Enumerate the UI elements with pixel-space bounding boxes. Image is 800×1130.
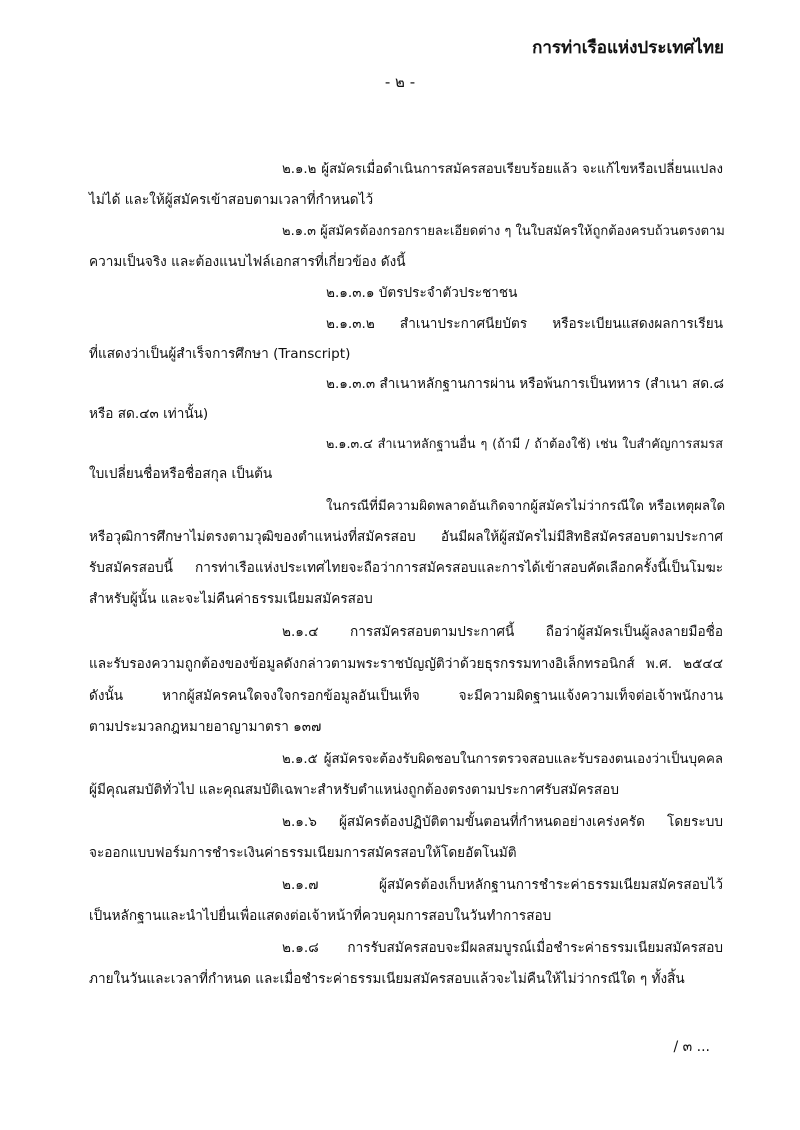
text-line: ๒.๑.๕ ผู้สมัครจะต้องรับผิดชอบในการตรวจสอบและรับรองตนเองว่าเป็นบุคคล bbox=[282, 752, 723, 767]
text-line: ไม่ได้ และให้ผู้สมัครเข้าสอบตามเวลาที่กำหนดไว้ bbox=[89, 192, 374, 208]
text-line: ๒.๑.๓.๓ สำเนาหลักฐานการผ่าน หรือพ้นการเป็นทหาร (สำเนา สด.๘ bbox=[326, 376, 724, 392]
text-line: ๒.๑.๓ ผู้สมัครต้องกรอกรายละเอียดต่าง ๆ ในใบสมัครให้ถูกต้องครบถ้วนตรงตาม bbox=[282, 224, 725, 239]
text-line: ความเป็นจริง และต้องแนบไฟล์เอกสารที่เกี่ยวข้อง ดังนี้ bbox=[89, 254, 406, 270]
text-line: ดังนั้น หากผู้สมัครคนใดจงใจกรอกข้อมูลอันเป็นเท็จ จะมีความผิดฐานแจ้งความเท็จต่อเจ้าพนักงาน bbox=[89, 688, 723, 704]
text-line: ๒.๑.๔ การสมัครสอบตามประกาศนี้ ถือว่าผู้สมัครเป็นผู้ลงลายมือชื่อ bbox=[282, 624, 723, 640]
page-number: - ๒ - bbox=[384, 73, 416, 91]
text-line: สำหรับผู้นั้น และจะไม่คืนค่าธรรมเนียมสมัครสอบ bbox=[89, 591, 373, 607]
text-line: ๒.๑.๓.๑ บัตรประจำตัวประชาชน bbox=[326, 285, 518, 301]
text-line: ๒.๑.๒ ผู้สมัครเมื่อดำเนินการสมัครสอบเรียบร้อยแล้ว จะแก้ไขหรือเปลี่ยนแปลง bbox=[282, 162, 723, 177]
text-line: จะออกแบบฟอร์มการชำระเงินค่าธรรมเนียมการสมัครสอบให้โดยอัตโนมัติ bbox=[89, 845, 517, 861]
text-line: เป็นหลักฐานและนำไปยื่นเพื่อแสดงต่อเจ้าหน้าที่ควบคุมการสอบในวันทำการสอบ bbox=[89, 908, 552, 924]
next-page-marker: / ๓ ... bbox=[673, 1039, 710, 1055]
text-line: หรือ สด.๔๓ เท่านั้น) bbox=[89, 406, 209, 422]
text-line: ใบเปลี่ยนชื่อหรือชื่อสกุล เป็นต้น bbox=[89, 466, 273, 482]
text-line: ที่แสดงว่าเป็นผู้สำเร็จการศึกษา (Transcript) bbox=[89, 346, 351, 362]
organization-header: การท่าเรือแห่งประเทศไทย bbox=[532, 38, 724, 58]
text-line: ๒.๑.๓.๔ สำเนาหลักฐานอื่น ๆ (ถ้ามี / ถ้าต้องใช้) เช่น ใบสำคัญการสมรส bbox=[326, 436, 723, 451]
text-line: หรือวุฒิการศึกษาไม่ตรงตามวุฒิของตำแหน่งที่สมัครสอบ อันมีผลให้ผู้สมัครไม่มีสิทธิสมัครสอบตามประกาศ bbox=[89, 529, 723, 545]
text-line: ๒.๑.๖ ผู้สมัครต้องปฏิบัติตามขั้นตอนที่กำหนดอย่างเคร่งครัด โดยระบบ bbox=[282, 814, 723, 830]
text-line: ๒.๑.๓.๒ สำเนาประกาศนียบัตร หรือระเบียนแสดงผลการเรียน bbox=[326, 316, 723, 332]
text-line: ตามประมวลกฎหมายอาญามาตรา ๑๓๗ bbox=[89, 719, 322, 735]
text-line: รับสมัครสอบนี้ การท่าเรือแห่งประเทศไทยจะถือว่าการสมัครสอบและการได้เข้าสอบคัดเลือกครั้งนี้เป็นโมฆะ bbox=[89, 560, 723, 576]
text-line: ภายในวันและเวลาที่กำหนด และเมื่อชำระค่าธรรมเนียมสมัครสอบแล้วจะไม่คืนให้ไม่ว่ากรณีใด ๆ ทั้งสิ้น bbox=[89, 971, 685, 987]
text-line: ๒.๑.๘ การรับสมัครสอบจะมีผลสมบูรณ์เมื่อชำระค่าธรรมเนียมสมัครสอบ bbox=[282, 940, 723, 956]
text-line: ในกรณีที่มีความผิดพลาดอันเกิดจากผู้สมัครไม่ว่ากรณีใด หรือเหตุผลใด bbox=[326, 499, 726, 514]
text-line: ๒.๑.๗ ผู้สมัครต้องเก็บหลักฐานการชำระค่าธรรมเนียมสมัครสอบไว้ bbox=[282, 877, 723, 893]
text-line: ผู้มีคุณสมบัติทั่วไป และคุณสมบัติเฉพาะสำหรับตำแหน่งถูกต้องตรงตามประกาศรับสมัครสอบ bbox=[89, 782, 619, 798]
text-line: และรับรองความถูกต้องของข้อมูลดังกล่าวตามพระราชบัญญัติว่าด้วยธุรกรรมทางอิเล็กทรอนิกส์ พ.ศ. ๒๕๔๔ bbox=[89, 656, 723, 672]
